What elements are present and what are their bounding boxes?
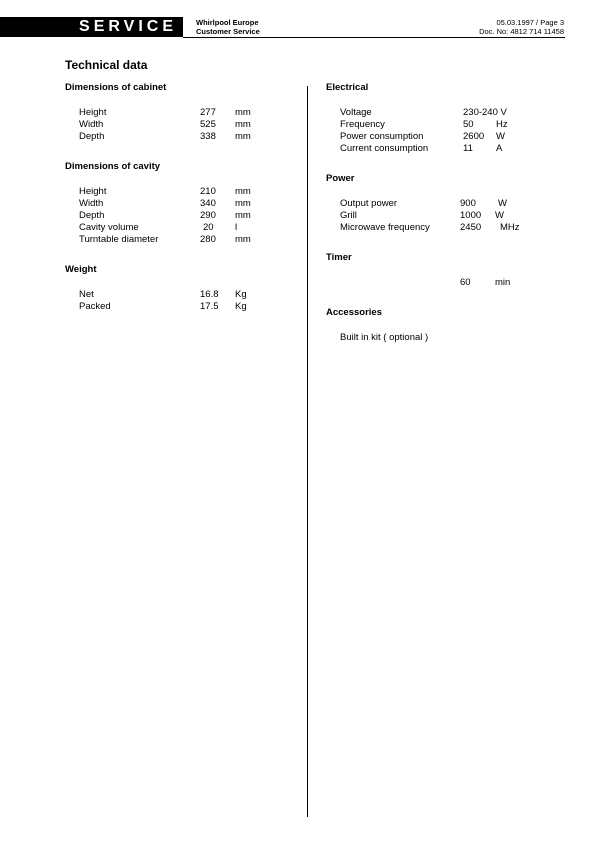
row-value: 2450 [460,222,482,233]
row-value: 2600 [463,131,485,142]
service-logo: SERVICE [0,17,183,37]
table-row [79,107,279,119]
row-unit: mm [235,234,251,245]
row-value: 230-240 V [463,107,507,118]
row-value: 210 [200,186,216,197]
table-row [79,210,279,222]
table-row [340,198,560,210]
row-unit: mm [235,107,251,118]
row-unit: A [496,143,503,154]
company-name: Whirlpool Europe [196,18,259,27]
row-label: Frequency [340,119,385,130]
row-value: 16.8 [200,289,219,300]
row-value: 50 [463,119,474,130]
row-value: 277 [200,107,216,118]
row-label: Height [79,107,107,118]
row-unit: l [235,222,238,233]
cavity-heading: Dimensions of cavity [65,161,161,172]
table-row [79,222,279,234]
row-label: Depth [79,210,105,221]
row-label: Cavity volume [79,222,139,233]
row-unit: W [495,210,504,221]
weight-heading: Weight [65,264,97,275]
row-label: Turntable diameter [79,234,159,245]
page-title: Technical data [65,58,148,72]
table-row [79,119,279,131]
row-unit: mm [235,210,251,221]
row-label: Net [79,289,94,300]
document-number: Doc. No: 4812 714 11458 [479,27,564,36]
row-label: Voltage [340,107,372,118]
table-row [340,119,560,131]
accessory-label: Built in kit ( optional ) [340,332,429,343]
row-value: 900 [460,198,476,209]
row-value: 525 [200,119,216,130]
row-label: Grill [340,210,357,221]
row-unit: W [496,131,505,142]
row-label: Width [79,119,104,130]
table-row [79,186,279,198]
power-heading: Power [326,173,355,184]
row-label: Current consumption [340,143,429,154]
electrical-heading: Electrical [326,82,369,93]
table-row [79,301,279,313]
timer-row [340,277,560,289]
row-label: Width [79,198,104,209]
timer-value: 60 [460,277,471,288]
company-department: Customer Service [196,27,260,36]
header-rule [183,37,565,38]
table-row [340,143,560,155]
document-info [479,18,564,36]
row-label: Packed [79,301,111,312]
row-label: Depth [79,131,105,142]
row-value: 338 [200,131,216,142]
row-value: 290 [200,210,216,221]
date-page: 05.03.1997 / Page 3 [496,18,564,27]
row-unit: Kg [235,289,247,300]
table-row [340,107,560,119]
row-value: 11 [463,143,473,154]
table-row [79,289,279,301]
row-unit: mm [235,119,251,130]
row-unit: W [498,198,507,209]
row-label: Height [79,186,107,197]
row-unit: mm [235,198,251,209]
row-value: 280 [200,234,216,245]
table-row [340,210,560,222]
table-row [79,234,279,246]
table-row [340,222,560,234]
company-block [196,18,260,36]
timer-unit: min [495,277,511,288]
row-unit: mm [235,186,251,197]
row-unit: mm [235,131,251,142]
table-row [79,131,279,143]
cabinet-heading: Dimensions of cabinet [65,82,167,93]
row-unit: MHz [500,222,520,233]
accessories-heading: Accessories [326,307,382,318]
row-value: 17.5 [200,301,219,312]
timer-heading: Timer [326,252,352,263]
row-unit: Kg [235,301,247,312]
row-unit: Hz [496,119,508,130]
row-value: 340 [200,198,216,209]
row-value: 1000 [460,210,482,221]
row-value: 20 [203,222,214,233]
row-label: Microwave frequency [340,222,430,233]
table-row [79,198,279,210]
row-label: Power consumption [340,131,424,142]
column-divider [307,86,308,817]
row-label: Output power [340,198,398,209]
accessory-item [340,332,560,344]
table-row [340,131,560,143]
